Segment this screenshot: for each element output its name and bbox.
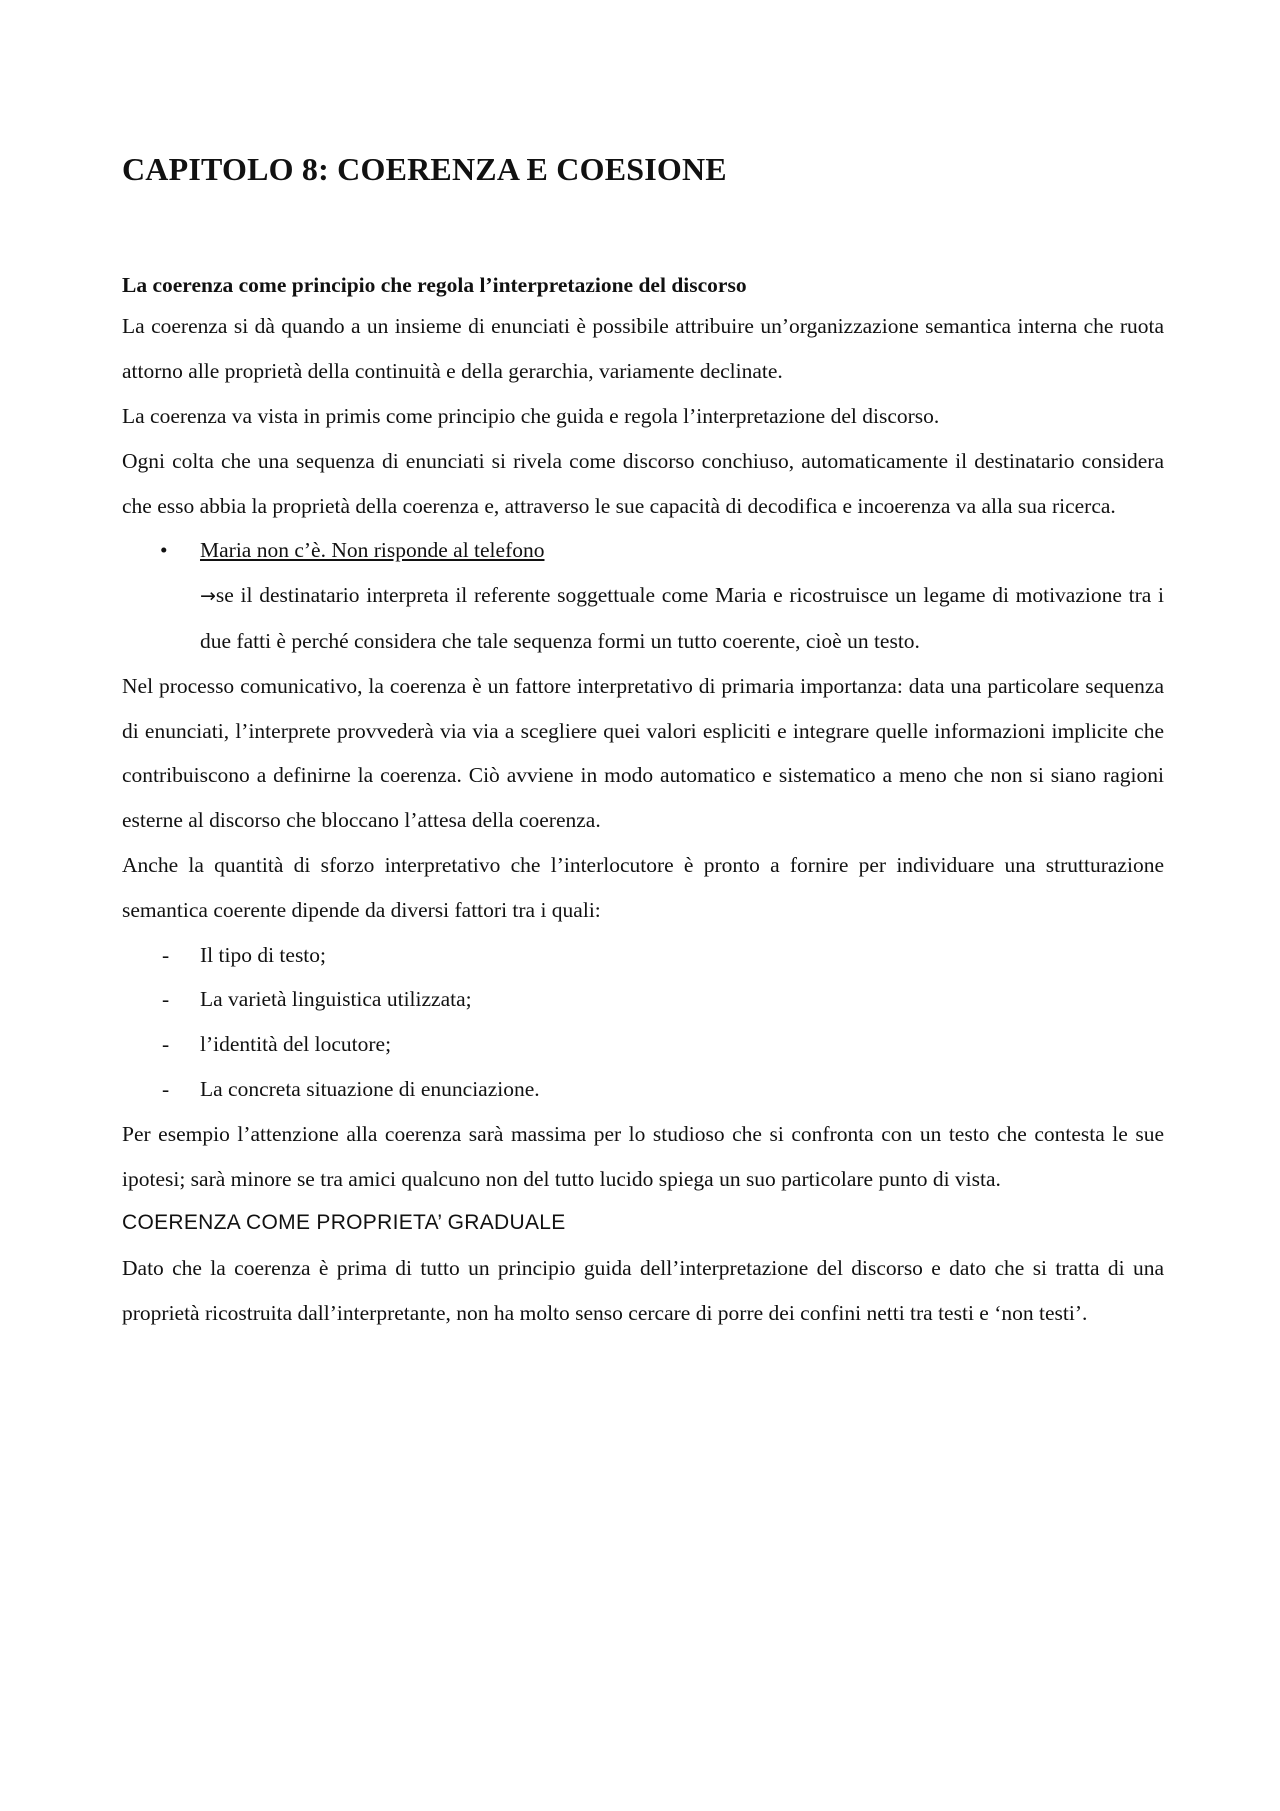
paragraph-1: La coerenza si dà quando a un insieme di enunciati è possibile attribuire un’organizzazione semantica interna che ruota attorno alle proprietà della continuità e della gerarchia, variamente declinate. [122,314,1164,384]
list-item [122,1022,1164,1067]
example-bullet [122,528,1164,663]
paragraph-2: La coerenza va vista in primis come principio che guida e regola l’interpretazione del discorso. [122,403,940,428]
section-heading: La coerenza come principio che regola l’interpretazione del discorso [122,273,747,298]
list-item-text: Il tipo di testo; [200,942,327,967]
right-arrow-icon: → [200,585,216,608]
document-page [122,150,1164,1336]
paragraph-3: Ogni colta che una sequenza di enunciati si rivela come discorso conchiuso, automaticamente il destinatario considera che esso abbia la proprietà della coerenza e, attraverso le sue capacità di decodifica e incoerenza va alla sua ricerca. [122,448,1164,518]
example-sentence: Maria non c’è. Non risponde al telefono [200,538,545,563]
subheading: COERENZA COME PROPRIETA’ GRADUALE [122,1211,566,1235]
dash-marker: - [162,987,170,1012]
example-explanation-text: se il destinatario interpreta il referente soggettuale come Maria e ricostruisce un legame di motivazione tra i due fatti è perché considera che tale sequenza formi un tutto coerente, cioè un testo. [200,583,1164,653]
list-item-text: La concreta situazione di enunciazione. [200,1076,540,1101]
factors-list [122,933,1164,1112]
dash-marker: - [162,1076,170,1101]
list-item [122,977,1164,1022]
dash-marker: - [162,1032,170,1057]
example-explanation [200,573,1164,664]
document-body [122,304,1164,1335]
paragraph-7: Dato che la coerenza è prima di tutto un principio guida dell’interpretazione del discorso e dato che si tratta di una proprietà ricostruita dall’interpretante, non ha molto senso cercare di porre dei confini netti tra testi e ‘non testi’. [122,1256,1164,1325]
paragraph-4: Nel processo comunicativo, la coerenza è un fattore interpretativo di primaria importanza: data una particolare sequenza di enunciati, l’interprete provvederà via via a scegliere quei valori espliciti e integrare quelle informazioni implicite che contribuiscono a definirne la coerenza. Ciò avviene in modo automatico e sistematico a meno che non si siano ragioni esterne al discorso che bloccano l’attesa della coerenza. [122,673,1164,833]
list-item-text: La varietà linguistica utilizzata; [200,987,472,1012]
chapter-title: CAPITOLO 8: COERENZA E COESIONE [122,151,727,187]
paragraph-5: Anche la quantità di sforzo interpretativo che l’interlocutore è pronto a fornire per individuare una strutturazione semantica coerente dipende da diversi fattori tra i quali: [122,852,1164,922]
list-item [122,1067,1164,1112]
dash-marker: - [162,942,170,967]
bullet-icon: • [160,538,168,563]
paragraph-6: Per esempio l’attenzione alla coerenza sarà massima per lo studioso che si confronta con un testo che contesta le sue ipotesi; sarà minore se tra amici qualcuno non del tutto lucido spiega un suo particolare punto di vista. [122,1121,1164,1191]
list-item [122,933,1164,978]
list-item-text: l’identità del locutore; [200,1032,392,1057]
